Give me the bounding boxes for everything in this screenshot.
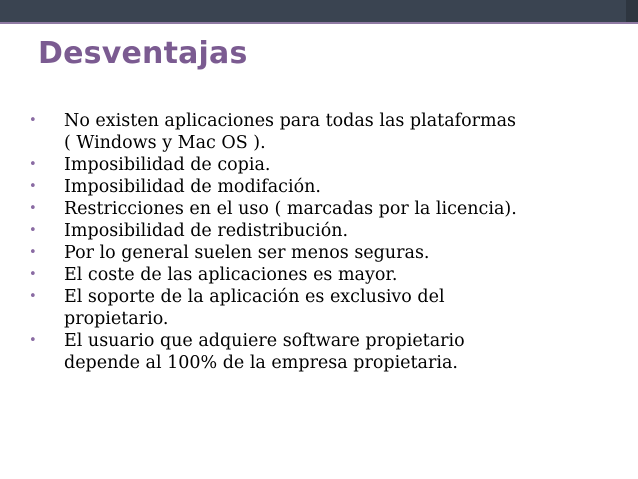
bullet-line: Imposibilidad de redistribución. bbox=[64, 221, 349, 241]
top-bar-main bbox=[0, 0, 626, 22]
bullet-icon: • bbox=[29, 223, 37, 238]
bullet-list bbox=[26, 110, 616, 374]
bullet-line: depende al 100% de la empresa propietaria. bbox=[64, 353, 458, 373]
top-bar bbox=[0, 0, 638, 22]
bullet-text bbox=[64, 198, 616, 220]
bullet-text bbox=[64, 264, 616, 286]
bullet-line: propietario. bbox=[64, 309, 169, 329]
bullet-line: Imposibilidad de copia. bbox=[64, 155, 271, 175]
bullet-line: El coste de las aplicaciones es mayor. bbox=[64, 265, 398, 285]
bullet-line: El soporte de la aplicación es exclusivo del bbox=[64, 287, 445, 307]
bullet-text bbox=[64, 220, 616, 242]
bullet-line: El usuario que adquiere software propietario bbox=[64, 331, 465, 351]
bullet-icon: • bbox=[29, 179, 37, 194]
bullet-line: Restricciones en el uso ( marcadas por la licencia). bbox=[64, 199, 517, 219]
bullet-icon: • bbox=[29, 333, 37, 348]
bullet-text bbox=[64, 286, 616, 330]
bullet-text bbox=[64, 110, 616, 154]
list-item bbox=[26, 330, 616, 374]
bullet-text bbox=[64, 154, 616, 176]
bullet-icon: • bbox=[29, 289, 37, 304]
bullet-icon: • bbox=[29, 113, 37, 128]
list-item bbox=[26, 110, 616, 154]
bullet-line: Imposibilidad de modifación. bbox=[64, 177, 321, 197]
list-item bbox=[26, 264, 616, 286]
bullet-text bbox=[64, 176, 616, 198]
bullet-text bbox=[64, 330, 616, 374]
list-item bbox=[26, 198, 616, 220]
bullet-line: ( Windows y Mac OS ). bbox=[64, 133, 266, 153]
bullet-icon: • bbox=[29, 267, 37, 282]
bullet-line: No existen aplicaciones para todas las plataformas bbox=[64, 111, 517, 131]
bullet-icon: • bbox=[29, 245, 37, 260]
list-item bbox=[26, 176, 616, 198]
list-item bbox=[26, 154, 616, 176]
bullet-text bbox=[64, 242, 616, 264]
list-item bbox=[26, 286, 616, 330]
top-bar-divider bbox=[0, 22, 638, 24]
bullet-icon: • bbox=[29, 157, 37, 172]
top-bar-accent bbox=[626, 0, 638, 22]
slide-title: Desventajas bbox=[38, 36, 248, 71]
bullet-icon: • bbox=[29, 201, 37, 216]
list-item bbox=[26, 220, 616, 242]
list-item bbox=[26, 242, 616, 264]
bullet-line: Por lo general suelen ser menos seguras. bbox=[64, 243, 430, 263]
